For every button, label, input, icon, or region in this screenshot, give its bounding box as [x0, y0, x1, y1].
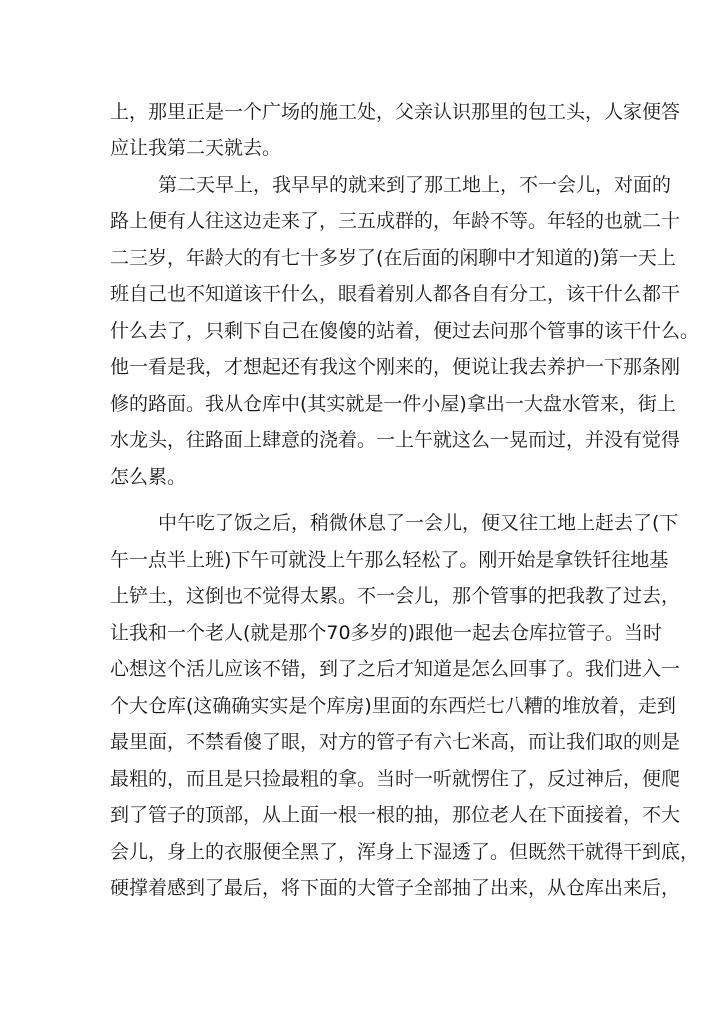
text-line: 上，那里正是一个广场的施工处，父亲认识那里的包工头，人家便答 — [110, 101, 681, 123]
text-line: 午一点半上班)下午可就没上午那么轻松了。刚开始是拿铁钎往地基 — [110, 549, 669, 571]
text-line: 什么去了，只剩下自己在傻傻的站着，便过去问那个管事的该干什么。 — [110, 320, 700, 342]
text-line: 路上便有人往这边走来了，三五成群的，年龄不等。年轻的也就二十 — [110, 210, 681, 232]
text-line: 让我和一个老人(就是那个70多岁的)跟他一起去仓库拉管子。当时 — [110, 622, 663, 644]
paragraph-first-line: 第二天早上，我早早的就来到了那工地上，不一会儿，对面的 — [158, 174, 672, 196]
text-line: 个大仓库(这确确实实是个库房)里面的东西烂七八糟的堆放着，走到 — [110, 695, 676, 717]
text-line: 班自己也不知道该干什么，眼看着别人都各自有分工，该干什么都干 — [110, 283, 681, 305]
text-line: 二三岁，年龄大的有七十多岁了(在后面的闲聊中才知道的)第一天上 — [110, 247, 676, 269]
text-line: 他一看是我，才想起还有我这个刚来的，便说让我去养护一下那条刚 — [110, 356, 681, 378]
paragraph-first-line: 中午吃了饭之后，稍微休息了一会儿，便又往工地上赶去了(下 — [158, 512, 679, 534]
text-line: 会儿，身上的衣服便全黑了，浑身上下湿透了。但既然干就得干到底， — [110, 841, 700, 863]
text-line: 最里面，不禁看傻了眼，对方的管子有六七米高，而让我们取的则是 — [110, 731, 681, 753]
text-line: 上铲土，这倒也不觉得太累。不一会儿，那个管事的把我教了过去， — [110, 585, 681, 607]
text-line: 心想这个活儿应该不错，到了之后才知道是怎么回事了。我们进入一 — [110, 658, 681, 680]
text-line: 应让我第二天就去。 — [110, 137, 282, 159]
text-line: 水龙头，往路面上肆意的浇着。一上午就这么一晃而过，并没有觉得 — [110, 429, 681, 451]
text-line: 怎么累。 — [110, 466, 187, 488]
text-line: 到了管子的顶部，从上面一根一根的抽，那位老人在下面接着，不大 — [110, 804, 681, 826]
text-line: 修的路面。我从仓库中(其实就是一件小屋)拿出一大盘水管来，街上 — [110, 393, 676, 415]
text-line: 最粗的，而且是只捡最粗的拿。当时一听就愣住了，反过神后，便爬 — [110, 768, 681, 790]
text-line: 硬撑着感到了最后，将下面的大管子全部抽了出来，从仓库出来后， — [110, 877, 681, 899]
